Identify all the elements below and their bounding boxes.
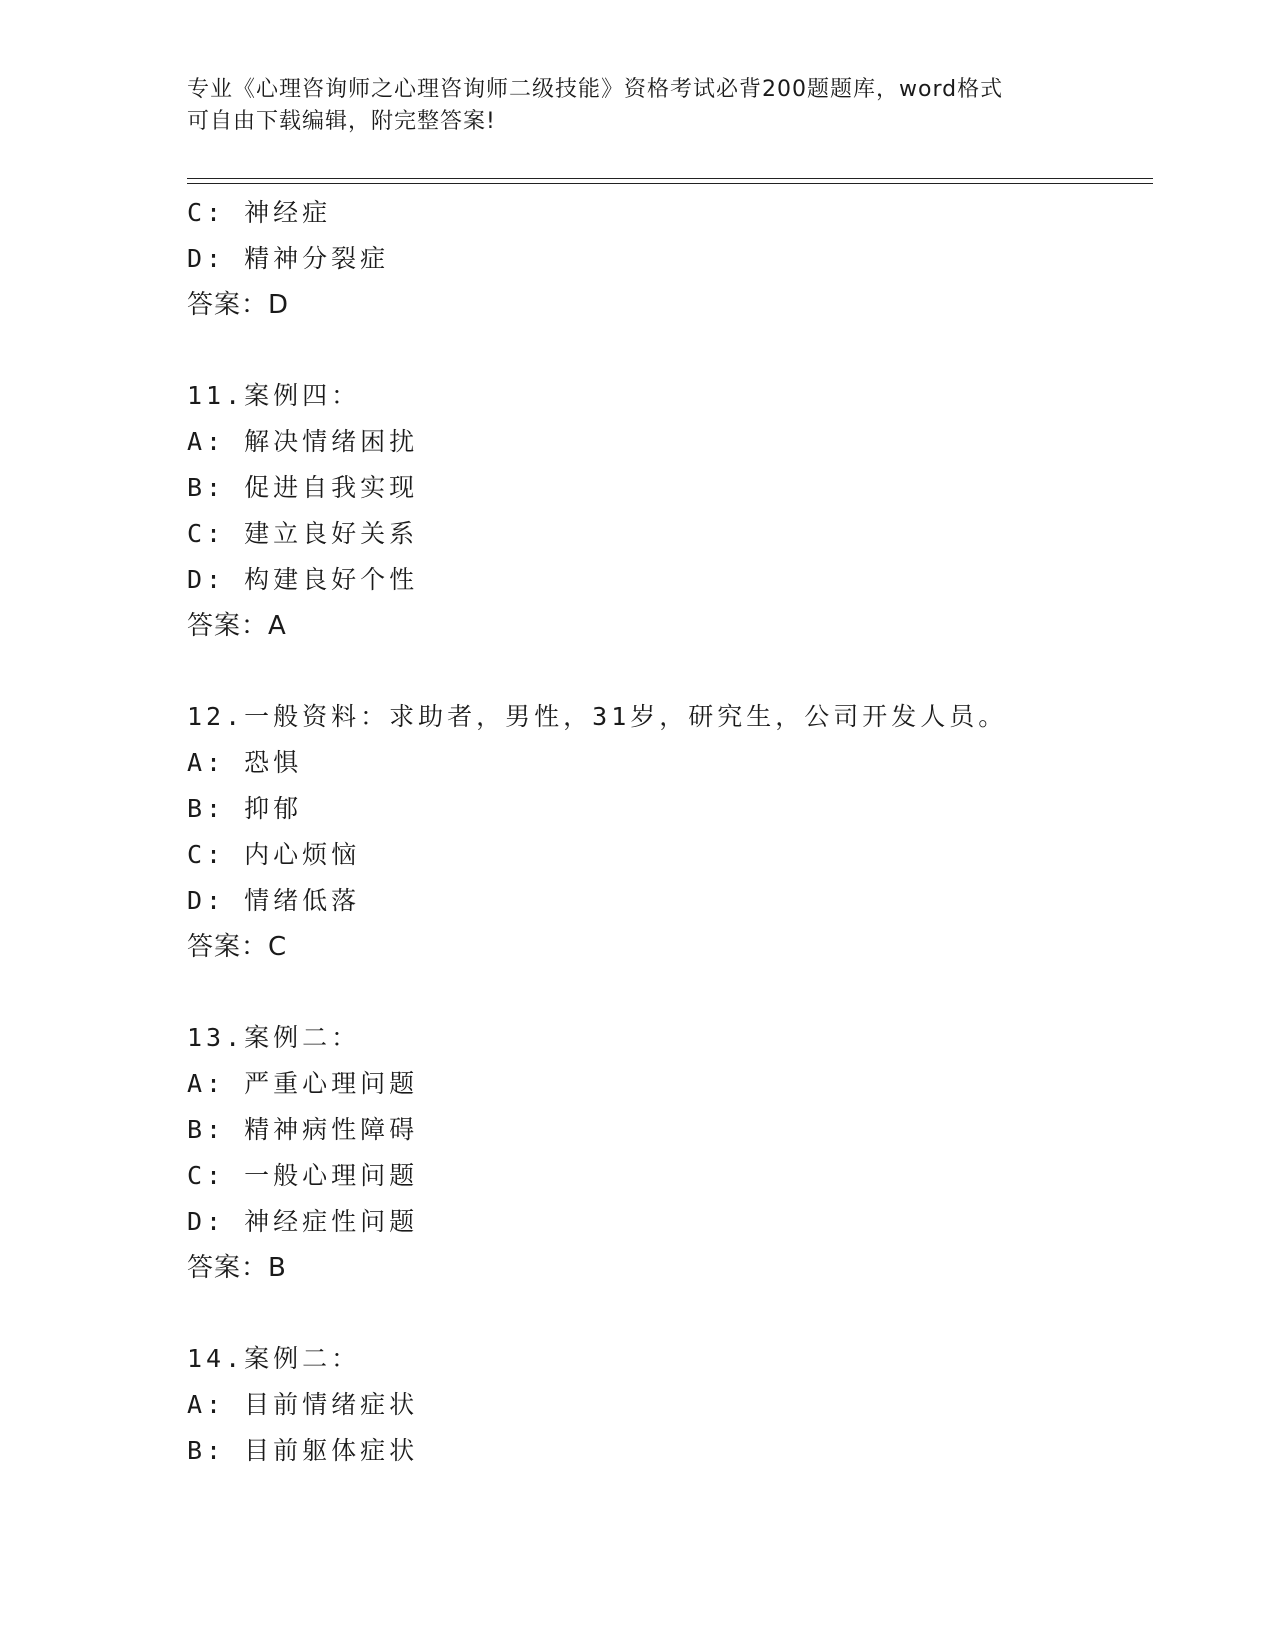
header-divider-top bbox=[187, 178, 1153, 179]
q14-option-b: B: 目前躯体症状 bbox=[187, 1436, 419, 1465]
q12-stem: 12.一般资料：求助者，男性，31岁，研究生，公司开发人员。 bbox=[187, 702, 1008, 731]
q13-option-d: D: 神经症性问题 bbox=[187, 1207, 419, 1236]
q12-option-b: B: 抑郁 bbox=[187, 794, 303, 823]
q11-option-b: B: 促进自我实现 bbox=[187, 473, 419, 502]
q11-option-d: D: 构建良好个性 bbox=[187, 565, 419, 594]
document-header bbox=[187, 74, 1087, 138]
header-divider-bottom bbox=[187, 183, 1153, 184]
q10-option-d: D: 精神分裂症 bbox=[187, 244, 390, 273]
q12-option-a: A: 恐惧 bbox=[187, 748, 303, 777]
q13-option-b: B: 精神病性障碍 bbox=[187, 1115, 419, 1144]
q14-option-a: A: 目前情绪症状 bbox=[187, 1390, 419, 1419]
q12-option-c: C: 内心烦恼 bbox=[187, 840, 361, 869]
q13-stem: 13.案例二： bbox=[187, 1023, 361, 1052]
q11-option-c: C: 建立良好关系 bbox=[187, 519, 419, 548]
q13-option-a: A: 严重心理问题 bbox=[187, 1069, 419, 1098]
q13-option-c: C: 一般心理问题 bbox=[187, 1161, 419, 1190]
q12-answer: 答案：C bbox=[187, 932, 288, 962]
q12-option-d: D: 情绪低落 bbox=[187, 886, 361, 915]
q14-stem: 14.案例二： bbox=[187, 1344, 361, 1373]
q13-answer: 答案：B bbox=[187, 1253, 287, 1283]
q11-stem: 11.案例四： bbox=[187, 381, 361, 410]
header-line-2: 可自由下载编辑，附完整答案! bbox=[187, 109, 496, 134]
header-line-1: 专业《心理咨询师之心理咨询师二级技能》资格考试必背200题题库，word格式 bbox=[187, 77, 1004, 102]
question-list bbox=[187, 190, 1187, 1474]
q10-option-c: C: 神经症 bbox=[187, 198, 332, 227]
q11-answer: 答案：A bbox=[187, 611, 287, 641]
q11-option-a: A: 解决情绪困扰 bbox=[187, 427, 419, 456]
q10-answer: 答案：D bbox=[187, 290, 290, 320]
